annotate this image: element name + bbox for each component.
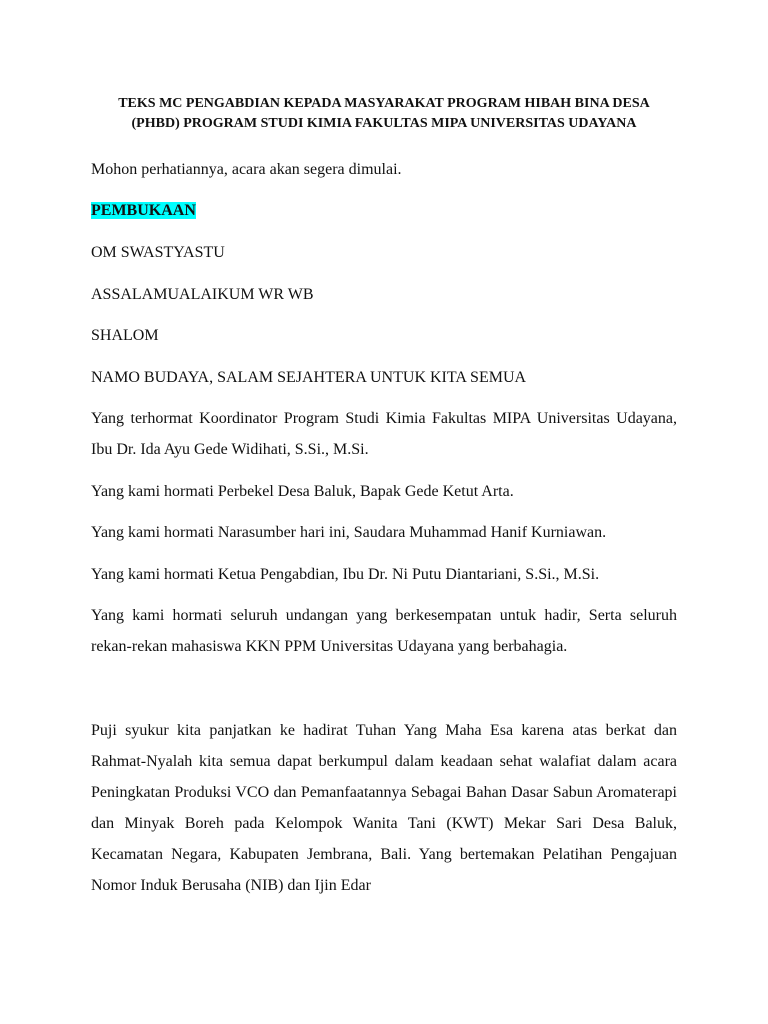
honorific-paragraph: Yang kami hormati Perbekel Desa Baluk, Bapak Gede Ketut Arta. — [91, 483, 514, 500]
title-line-2: (PHBD) PROGRAM STUDI KIMIA FAKULTAS MIPA UNIVERSITAS UDAYANA — [131, 116, 637, 131]
honorific-paragraph: Yang kami hormati Ketua Pengabdian, Ibu Dr. Ni Putu Diantariani, S.Si., M.Si. — [91, 566, 600, 583]
honorific-paragraph: Yang terhormat Koordinator Program Studi Kimia Fakultas MIPA Universitas Udayana, Ibu Dr. Ida Ayu Gede Widihati, S.Si., M.Si. — [91, 410, 677, 458]
greeting-line: NAMO BUDAYA, SALAM SEJAHTERA UNTUK KITA SEMUA — [91, 369, 527, 386]
honorific-paragraph: Yang kami hormati Narasumber hari ini, Saudara Muhammad Hanif Kurniawan. — [91, 524, 607, 541]
section-heading-wrapper — [91, 201, 196, 220]
document-title — [80, 94, 688, 134]
honorific-paragraph: Yang kami hormati seluruh undangan yang berkesempatan untuk hadir, Serta seluruh rekan-rekan mahasiswa KKN PPM Universitas Udayana yang berbahagia. — [91, 607, 677, 655]
greeting-line: ASSALAMUALAIKUM WR WB — [91, 286, 314, 303]
body-paragraph: Puji syukur kita panjatkan ke hadirat Tuhan Yang Maha Esa karena atas berkat dan Rahmat-Nyalah kita semua dapat berkumpul dalam keadaan sehat walafiat dalam acara Peningkatan Produksi VCO dan Pemanfaatannya Sebagai Bahan Dasar Sabun Aromaterapi dan Minyak Boreh pada Kelompok Wanita Tani (KWT) Mekar Sari Desa Baluk, Kecamatan Negara, Kabupaten Jembrana, Bali. Yang bertemakan Pelatihan Pengajuan Nomor Induk Berusaha (NIB) dan Ijin Edar — [91, 722, 677, 894]
title-line-1: TEKS MC PENGABDIAN KEPADA MASYARAKAT PROGRAM HIBAH BINA DESA — [118, 96, 650, 111]
greeting-line: SHALOM — [91, 327, 159, 344]
greeting-line: OM SWASTYASTU — [91, 244, 225, 261]
section-heading-pembukaan: PEMBUKAAN — [91, 202, 196, 219]
opening-notice: Mohon perhatiannya, acara akan segera dimulai. — [91, 161, 402, 178]
